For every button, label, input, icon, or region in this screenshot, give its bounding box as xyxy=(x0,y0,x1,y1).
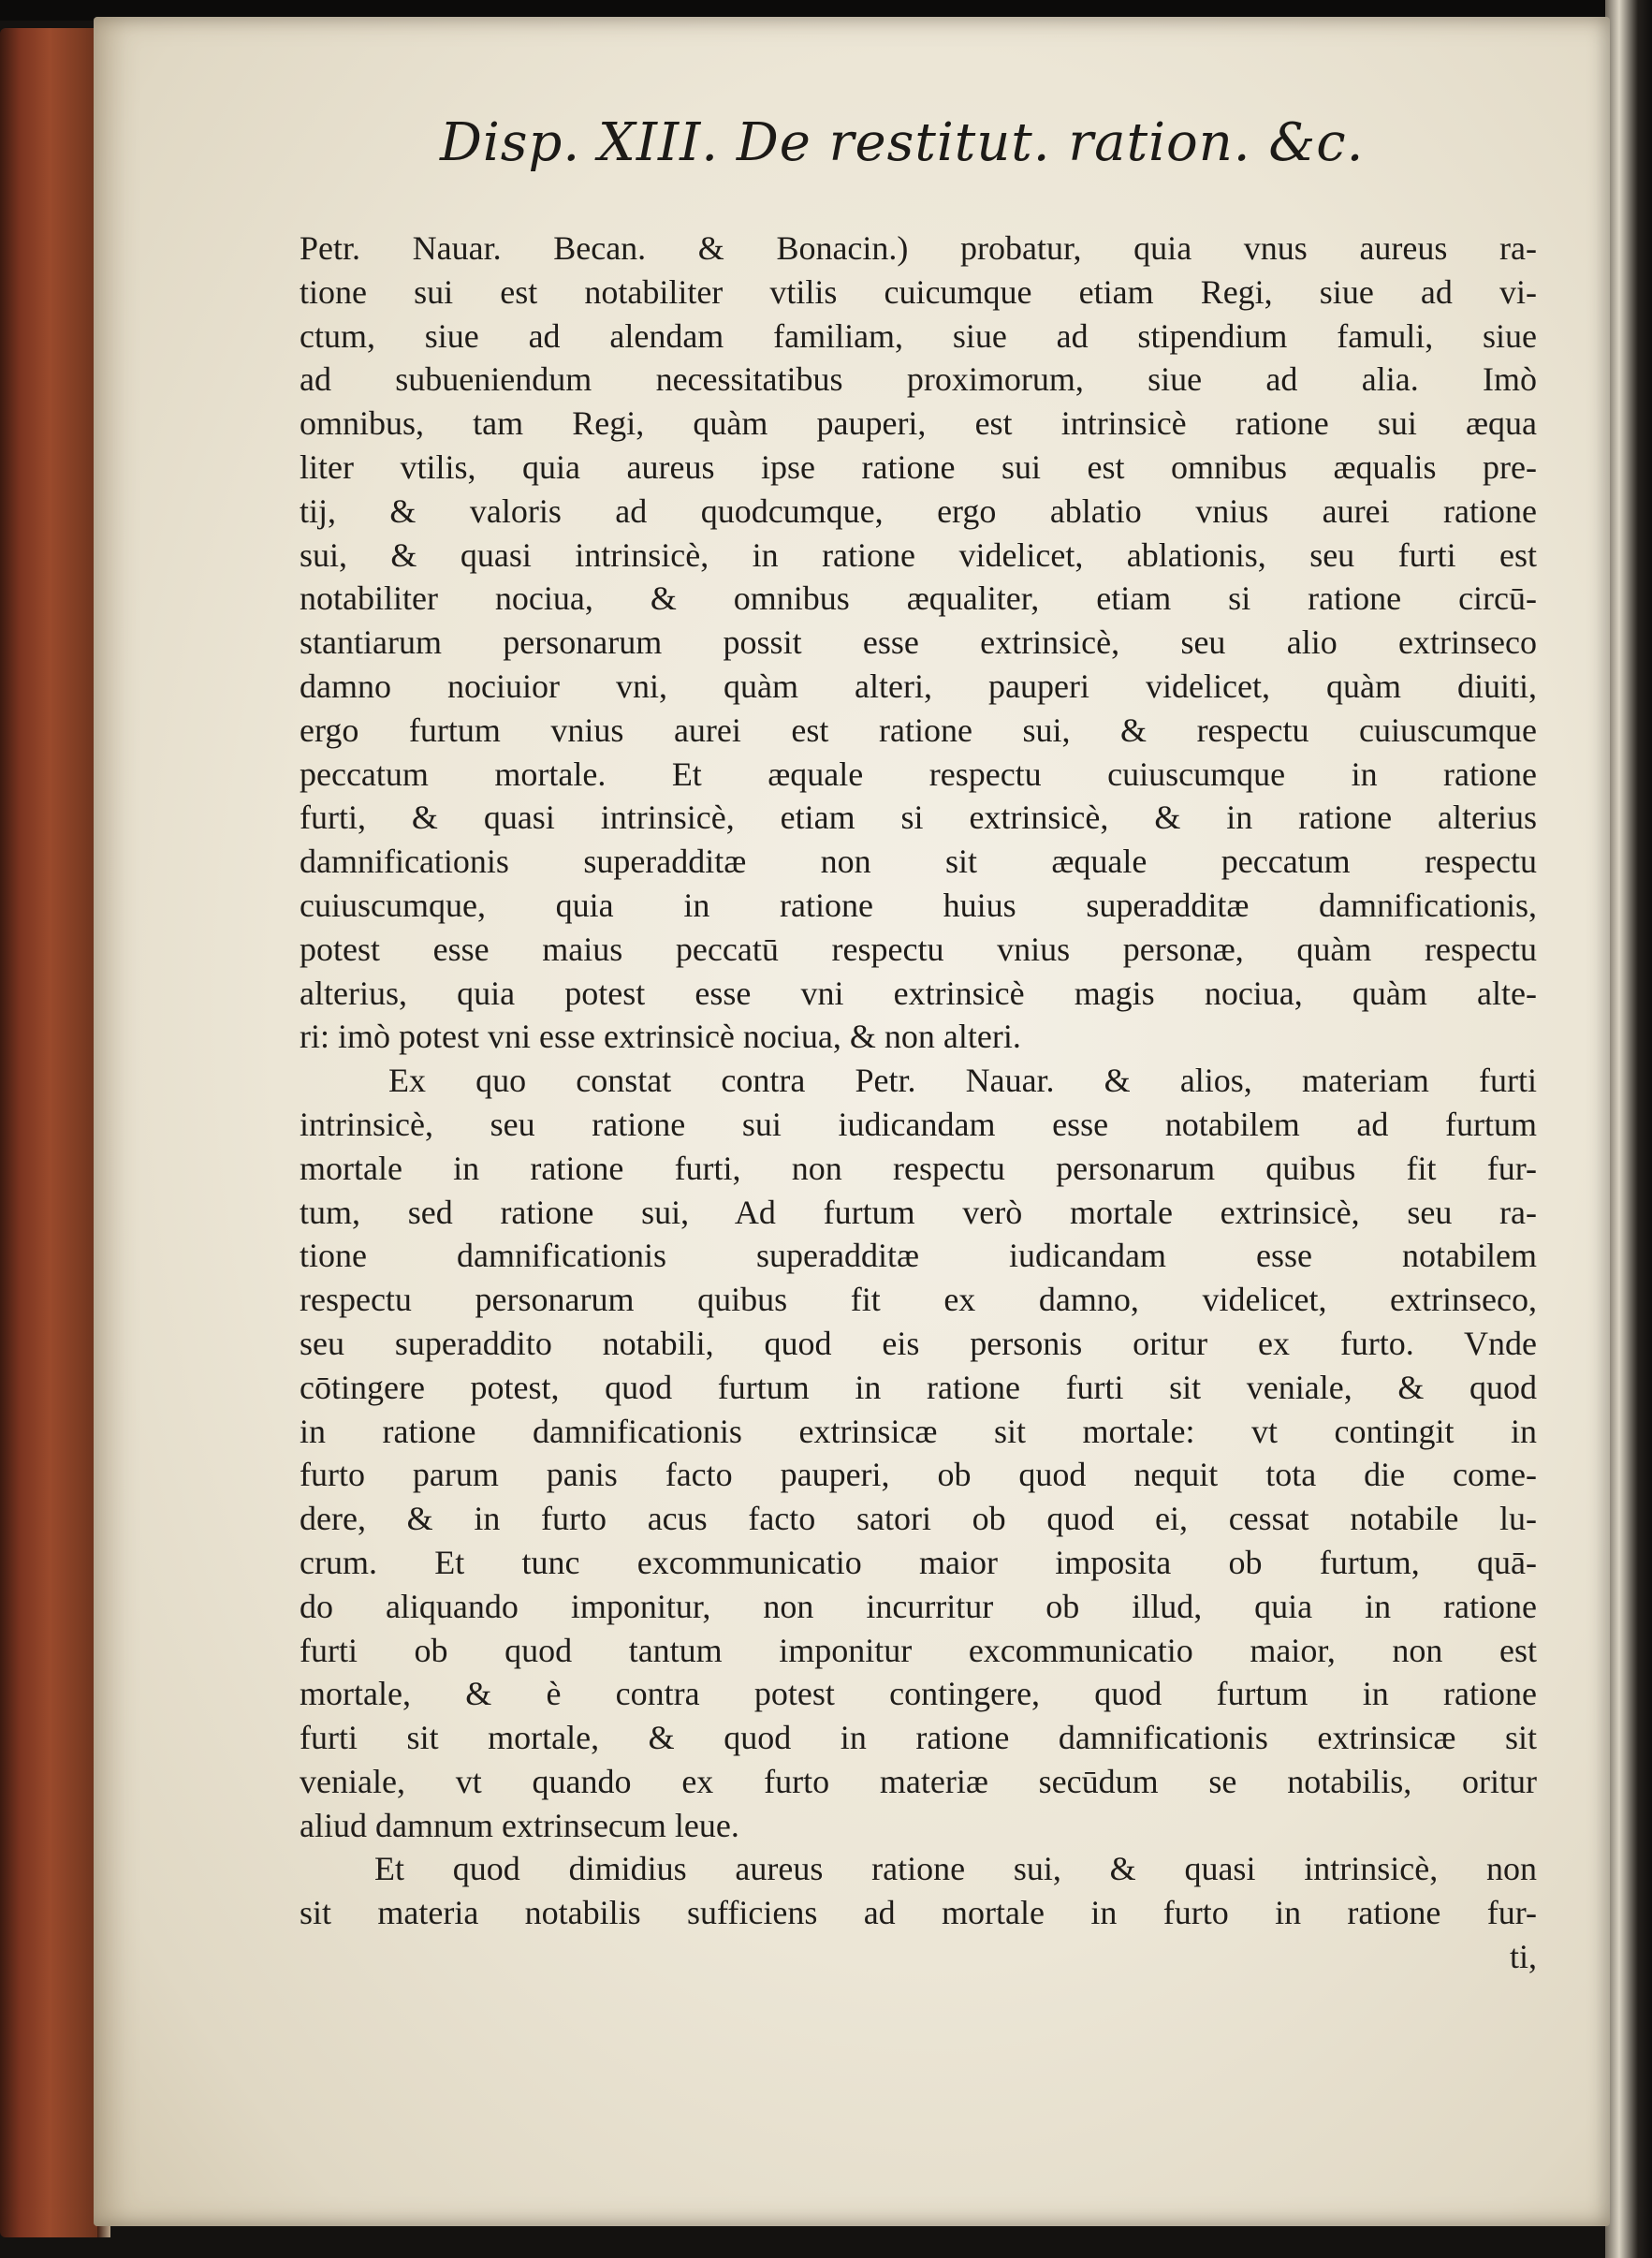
catchword: ti, xyxy=(1509,1938,1537,1976)
text-line: peccatum mortale. Et æquale respectu cuiuscumque in ratione xyxy=(300,755,1537,793)
text-line: tione damnificationis superadditæ iudicandam esse notabilem xyxy=(300,1237,1537,1275)
text-line: respectu personarum quibus fit ex damno, videlicet, extrinseco, xyxy=(300,1281,1537,1319)
text-line: crum. Et tunc excommunicatio maior imposita ob furtum, quā- xyxy=(300,1543,1537,1581)
running-head: Disp. XIII. De restitut. ration. &c. xyxy=(440,112,1365,173)
text-line: damno nociuior vni, quàm alteri, pauperi videlicet, quàm diuiti, xyxy=(300,667,1537,705)
paragraph-first-line: Et quod dimidius aureus ratione sui, & quasi intrinsicè, non xyxy=(374,1850,1537,1888)
text-line: tij, & valoris ad quodcumque, ergo ablatio vnius aurei ratione xyxy=(300,491,1537,530)
text-line: aliud damnum extrinsecum leue. xyxy=(300,1806,739,1844)
text-line: cōtingere potest, quod furtum in ratione furti sit veniale, & quod xyxy=(300,1368,1537,1406)
text-line: ergo furtum vnius aurei est ratione sui, & respectu cuiuscumque xyxy=(300,711,1537,749)
text-line: seu superaddito notabili, quod eis personis oritur ex furto. Vnde xyxy=(300,1324,1537,1362)
text-line: potest esse maius peccatū respectu vnius personæ, quàm respectu xyxy=(300,930,1537,968)
text-line: tione sui est notabiliter vtilis cuicumque etiam Regi, siue ad vi- xyxy=(300,272,1537,311)
text-line: stantiarum personarum possit esse extrinsicè, seu alio extrinseco xyxy=(300,623,1537,662)
text-line: furti, & quasi intrinsicè, etiam si extrinsicè, & in ratione alterius xyxy=(300,799,1537,837)
text-line: mortale in ratione furti, non respectu personarum quibus fit fur- xyxy=(300,1149,1537,1187)
text-line: damnificationis superadditæ non sit æquale peccatum respectu xyxy=(300,843,1537,881)
text-line: do aliquando imponitur, non incurritur ob illud, quia in ratione xyxy=(300,1587,1537,1625)
body-text xyxy=(300,227,1537,1979)
text-line: tum, sed ratione sui, Ad furtum verò mortale extrinsicè, seu ra- xyxy=(300,1193,1537,1231)
text-line: ctum, siue ad alendam familiam, siue ad stipendium famuli, siue xyxy=(300,316,1537,355)
text-line: cuiuscumque, quia in ratione huius superadditæ damnificationis, xyxy=(300,886,1537,924)
text-line: veniale, vt quando ex furto materiæ secūdum se notabilis, oritur xyxy=(300,1762,1537,1800)
text-line: furto parum panis facto pauperi, ob quod nequit tota die come- xyxy=(300,1456,1537,1494)
text-line: mortale, & è contra potest contingere, quod furtum in ratione xyxy=(300,1675,1537,1713)
text-line: intrinsicè, seu ratione sui iudicandam esse notabilem ad furtum xyxy=(300,1105,1537,1143)
text-line: in ratione damnificationis extrinsicæ sit mortale: vt contingit in xyxy=(300,1412,1537,1450)
paragraph-first-line: Ex quo constat contra Petr. Nauar. & alios, materiam furti xyxy=(388,1062,1537,1100)
text-line: sit materia notabilis sufficiens ad mortale in furto in ratione fur- xyxy=(300,1894,1537,1932)
text-line: alterius, quia potest esse vni extrinsicè magis nociua, quàm alte- xyxy=(300,974,1537,1012)
page-right-edge xyxy=(1605,0,1652,2258)
text-line: notabiliter nociua, & omnibus æqualiter, etiam si ratione circū- xyxy=(300,579,1537,618)
text-line: omnibus, tam Regi, quàm pauperi, est intrinsicè ratione sui æqua xyxy=(300,404,1537,443)
text-line: Petr. Nauar. Becan. & Bonacin.) probatur, quia vnus aureus ra- xyxy=(300,229,1537,267)
text-line: furti sit mortale, & quod in ratione damnificationis extrinsicæ sit xyxy=(300,1719,1537,1757)
text-line: ad subueniendum necessitatibus proximorum, siue ad alia. Imò xyxy=(300,360,1537,399)
text-line: dere, & in furto acus facto satori ob quod ei, cessat notabile lu- xyxy=(300,1500,1537,1538)
text-line: ri: imò potest vni esse extrinsicè nociua, & non alteri. xyxy=(300,1018,1021,1056)
text-line: sui, & quasi intrinsicè, in ratione videlicet, ablationis, seu furti est xyxy=(300,535,1537,574)
text-line: furti ob quod tantum imponitur excommunicatio maior, non est xyxy=(300,1631,1537,1669)
text-line: liter vtilis, quia aureus ipse ratione sui est omnibus æqualis pre- xyxy=(300,447,1537,486)
